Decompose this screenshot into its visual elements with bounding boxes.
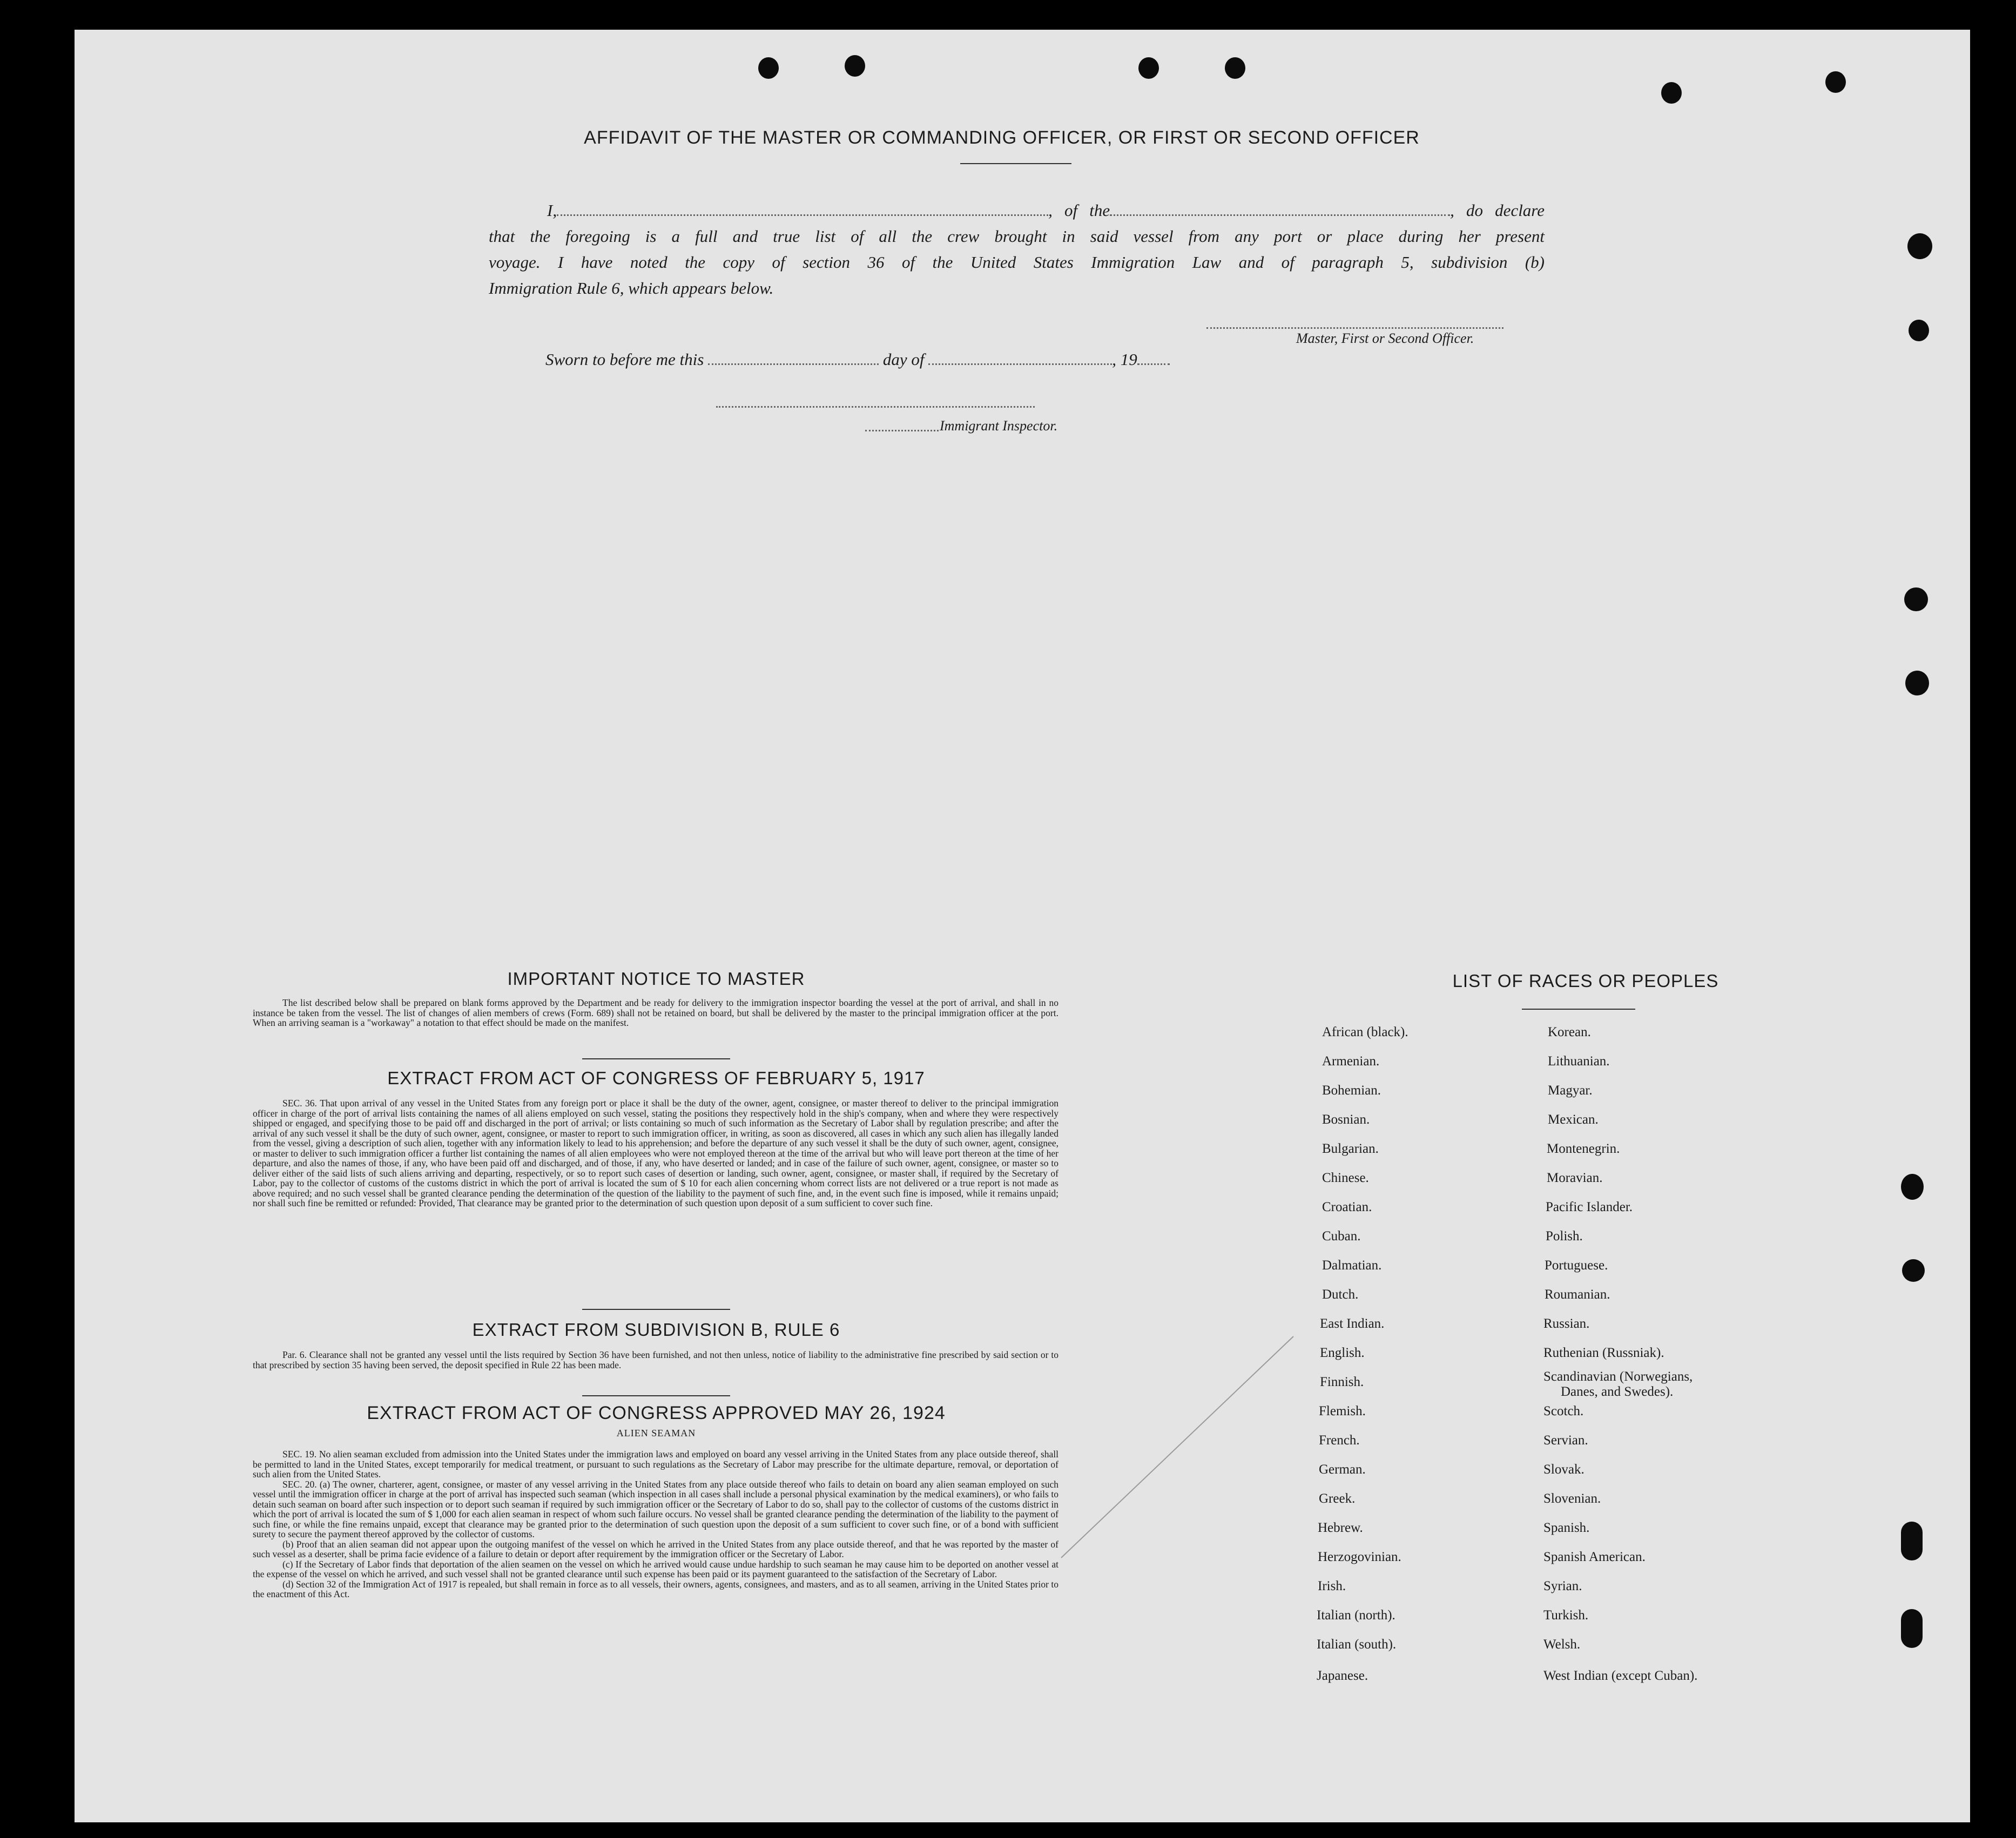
rule-6-title: EXTRACT FROM SUBDIVISION B, RULE 6 bbox=[472, 1320, 840, 1340]
races-title: LIST OF RACES OR PEOPLES bbox=[1452, 971, 1719, 991]
punch-hole bbox=[1901, 1174, 1924, 1200]
race-right-item: Pacific Islander. bbox=[1546, 1200, 1633, 1214]
notice-title: IMPORTANT NOTICE TO MASTER bbox=[507, 969, 805, 989]
race-left-item: Bulgarian. bbox=[1322, 1141, 1379, 1156]
extract-1917-text bbox=[253, 1098, 1058, 1208]
race-left-item: Bohemian. bbox=[1322, 1083, 1381, 1098]
sec-20b-paragraph: (b) Proof that an alien seaman did not appear upon the outgoing manifest of the vessel on which he arrived in the United States from any place outside thereof, and that he was reported by the master of such vessel as a deserter, shall be prima facie evidence of a failure to detain or deport after requirement by the immigration officer or the Secretary of Labor. bbox=[253, 1538, 1058, 1559]
punch-hole bbox=[1909, 320, 1929, 341]
race-left-item: Armenian. bbox=[1322, 1054, 1380, 1069]
punch-hole bbox=[1138, 57, 1159, 79]
punch-hole bbox=[758, 57, 779, 79]
race-right-item: Russian. bbox=[1543, 1316, 1590, 1331]
race-right-item-continued: Danes, and Swedes). bbox=[1561, 1384, 1674, 1399]
punch-hole bbox=[1905, 671, 1929, 695]
race-right-item: Polish. bbox=[1546, 1229, 1583, 1244]
punch-hole bbox=[1904, 587, 1928, 611]
race-left-item: African (black). bbox=[1322, 1025, 1408, 1039]
race-left-item: Dutch. bbox=[1322, 1287, 1359, 1302]
race-right-item: West Indian (except Cuban). bbox=[1543, 1668, 1698, 1683]
sworn-line bbox=[545, 350, 1170, 369]
extract-1924-text bbox=[253, 1449, 1058, 1599]
race-left-item: Flemish. bbox=[1319, 1404, 1366, 1418]
race-left-item: Hebrew. bbox=[1318, 1521, 1363, 1535]
race-right-item: Montenegrin. bbox=[1547, 1141, 1620, 1156]
race-right-item: Moravian. bbox=[1547, 1171, 1603, 1185]
race-right-item: Spanish. bbox=[1543, 1521, 1590, 1535]
alien-seaman-subtitle: ALIEN SEAMAN bbox=[616, 1428, 696, 1438]
divider bbox=[582, 1309, 730, 1310]
race-right-item: Scotch. bbox=[1543, 1404, 1584, 1418]
sec-20a-paragraph: SEC. 20. (a) The owner, charterer, agent, consignee, or master of any vessel arriving in the United States from any place outside thereof who fails to detain on board any alien seaman employed on such vessel until the immigration officer in charge at the port of arrival has inspected such seaman (which inspection in all cases shall include a personal physical examination by the medical examiners), or who fails to detain such seaman on board after such inspection or to deport such seaman if required by such immigration officer or the Secretary of Labor to do so, shall pay to the collector of customs of the customs district in which the port of arrival is located the sum of $ 1,000 for each alien seaman in respect of whom such failure occurs. No vessel shall be granted clearance pending the determination of the liability to the payment of such fine, or while the fine remains unpaid, except that clearance may be granted prior to the determination of such question upon the deposit of a sum sufficient to cover such fine, or of a bond with sufficient surety to secure the payment thereof approved by the collector of customs. bbox=[253, 1478, 1058, 1539]
affidavit-i-label: I, bbox=[547, 201, 557, 220]
race-left-item: English. bbox=[1320, 1346, 1365, 1360]
affidavit-line-2: that the foregoing is a full and true list of all the crew brought in said vessel from any port or place during her present bbox=[489, 227, 1545, 246]
affidavit-line-4: Immigration Rule 6, which appears below. bbox=[489, 279, 774, 298]
race-left-item: Croatian. bbox=[1322, 1200, 1372, 1214]
year-field[interactable] bbox=[1137, 363, 1170, 365]
race-left-item: Japanese. bbox=[1317, 1668, 1368, 1683]
punch-hole bbox=[1907, 233, 1932, 259]
race-left-item: Irish. bbox=[1318, 1579, 1346, 1593]
punch-hole bbox=[1901, 1522, 1923, 1560]
punch-hole bbox=[1825, 71, 1846, 93]
race-left-item: Herzogovinian. bbox=[1318, 1550, 1401, 1564]
race-right-item: Spanish American. bbox=[1543, 1550, 1646, 1564]
name-field[interactable] bbox=[557, 214, 1048, 216]
race-left-item: Bosnian. bbox=[1322, 1112, 1370, 1127]
diagonal-pen-stroke bbox=[1058, 1334, 1296, 1560]
race-left-item: German. bbox=[1319, 1462, 1366, 1477]
race-right-item: Magyar. bbox=[1548, 1083, 1593, 1098]
notice-text bbox=[253, 998, 1058, 1028]
race-right-item: Turkish. bbox=[1543, 1608, 1589, 1623]
race-left-item: French. bbox=[1319, 1433, 1360, 1448]
race-left-item: Cuban. bbox=[1322, 1229, 1361, 1244]
race-right-item: Slovenian. bbox=[1543, 1491, 1601, 1506]
notice-paragraph: The list described below shall be prepared on blank forms approved by the Department and be ready for delivery to the immigration inspector boarding the vessel at the port of arrival, and shall in no instance be taken from the vessel. The list of changes of alien members of crews (Form. 689) shall not be retained on board, but shall be delivered by the master to the principal immigration officer at the port. When an arriving seaman is a "workaway" a notation to that effect should be made on the manifest. bbox=[253, 997, 1058, 1028]
sec-19-paragraph: SEC. 19. No alien seaman excluded from admission into the United States under the immigration laws and employed on board any vessel arriving in the United States from any place outside thereof, shall be permitted to land in the United States, except temporarily for medical treatment, or pursuant to such regulations as the Secretary of Labor may prescribe for the ultimate departure, removal, or deportation of such alien from the United States. bbox=[253, 1449, 1058, 1479]
affidavit-declare-label: , do declare bbox=[1450, 201, 1545, 220]
race-right-item: Servian. bbox=[1543, 1433, 1588, 1448]
punch-hole bbox=[1661, 82, 1682, 104]
signature-label: Master, First or Second Officer. bbox=[1296, 330, 1474, 346]
race-right-item: Ruthenian (Russniak). bbox=[1543, 1346, 1664, 1360]
race-right-item: Scandinavian (Norwegians, bbox=[1543, 1369, 1693, 1384]
divider bbox=[1522, 1009, 1635, 1010]
sec-36-paragraph: SEC. 36. That upon arrival of any vessel in the United States from any foreign port or place it shall be the duty of the owner, agent, consignee, or master thereof to deliver to the principal immigration officer in charge of the port of arrival lists containing the names of all aliens employed on such vessel, stating the positions they respectively hold in the ship's company, when and where they were respectively shipped or engaged, and specifying those to be paid off and discharged in the port of arrival; or lists containing so much of such information as the Secretary of Labor shall by regulation prescribe; and after the arrival of any such vessel it shall be the duty of such owner, agent, consignee, or master to report to such immigration officer, in writing, as soon as discovered, all cases in which any such alien has illegally landed from the vessel, giving a description of such alien, together with any information likely to lead to his apprehension; and before the departure of any such vessel it shall be the duty of such owner, agent, consignee, or master to deliver to such immigration officer a further list containing the names of all alien employees who were not employed thereon at the time of the arrival but who will leave port thereon at the time of her departure, and also the names of those, if any, who have been paid off and discharged, and of those, if any, who have deserted or landed; and in case of the failure of such owner, agent, consignee, or master so to deliver either of the said lists of such aliens arriving and departing, respectively, or so to report such cases of desertion or landing, such owner, agent, consignee, or master shall, if required by the Secretary of Labor, pay to the collector of customs of the customs district in which the port of arrival is located the sum of $ 10 for each alien concerning whom correct lists are not delivered or a true report is not made as above required; and no such vessel shall be granted clearance pending the determination of the question of the liability to the payment of such fine, and, in the event such fine is imposed, while it remains unpaid; nor shall such fine be remitted or refunded: Provided, That clearance may be granted prior to the determination of such question upon deposit of a sum sufficient to cover such fine. bbox=[253, 1098, 1058, 1208]
punch-hole bbox=[1901, 1609, 1923, 1648]
sec-20d-paragraph: (d) Section 32 of the Immigration Act of 1917 is repealed, but shall remain in force as to all vessels, their owners, agents, consignees, and masters, and as to all seamen, arriving in the United States prior to the enactment of this Act. bbox=[253, 1578, 1058, 1599]
extract-1924-title: EXTRACT FROM ACT OF CONGRESS APPROVED MAY 26, 1924 bbox=[367, 1403, 946, 1423]
extract-1917-title: EXTRACT FROM ACT OF CONGRESS OF FEBRUARY 5, 1917 bbox=[387, 1068, 925, 1088]
year-label: , 19 bbox=[1112, 350, 1137, 369]
race-right-item: Syrian. bbox=[1543, 1579, 1582, 1593]
vessel-field[interactable] bbox=[1110, 214, 1450, 216]
race-left-item: Chinese. bbox=[1322, 1171, 1369, 1185]
signature-field[interactable] bbox=[1206, 327, 1503, 329]
month-field[interactable] bbox=[928, 363, 1112, 365]
race-left-item: Greek. bbox=[1319, 1491, 1356, 1506]
race-right-item: Portuguese. bbox=[1545, 1258, 1608, 1273]
affidavit-title: AFFIDAVIT OF THE MASTER OR COMMANDING OFFICER, OR FIRST OR SECOND OFFICER bbox=[584, 127, 1420, 148]
rule-6-text bbox=[253, 1350, 1058, 1370]
day-of-label: day of bbox=[882, 350, 925, 369]
race-right-item: Mexican. bbox=[1548, 1112, 1599, 1127]
race-left-item: Italian (north). bbox=[1317, 1608, 1395, 1623]
punch-hole bbox=[1225, 57, 1245, 79]
divider bbox=[960, 163, 1071, 164]
race-right-item: Lithuanian. bbox=[1548, 1054, 1610, 1069]
inspector-label: Immigrant Inspector. bbox=[940, 418, 1058, 434]
race-right-item: Welsh. bbox=[1543, 1637, 1581, 1652]
punch-hole bbox=[845, 55, 865, 77]
par-6-paragraph: Par. 6. Clearance shall not be granted any vessel until the lists required by Section 36 have been furnished, and not then unless, notice of liability to the administrative fine prescribed by said section or to that prescribed by section 35 having been served, the deposit specified in Rule 22 has been made. bbox=[253, 1349, 1058, 1370]
affidavit-of-the-label: , of the bbox=[1048, 201, 1110, 220]
race-left-item: Italian (south). bbox=[1317, 1637, 1397, 1652]
inspector-dots bbox=[865, 430, 939, 431]
race-left-item: Finnish. bbox=[1320, 1375, 1364, 1389]
race-right-item: Slovak. bbox=[1543, 1462, 1585, 1477]
race-right-item: Korean. bbox=[1548, 1025, 1591, 1039]
sworn-label: Sworn to before me this bbox=[545, 350, 704, 369]
sec-20c-paragraph: (c) If the Secretary of Labor finds that deportation of the alien seamen on the vessel on which he arrived would cause undue hardship to such seaman he may cause him to be deported on another vessel at the expense of the vessel on which he arrived, and such vessel shall not be granted clearance until such expense has been paid or its payment guaranteed to the satisfaction of the Secretary of Labor. bbox=[253, 1558, 1058, 1579]
race-left-item: East Indian. bbox=[1320, 1316, 1385, 1331]
affidavit-line-3: voyage. I have noted the copy of section 36 of the United States Immigration Law and of paragraph 5, subdivision (b) bbox=[489, 253, 1545, 272]
divider bbox=[582, 1058, 730, 1059]
race-left-item: Dalmatian. bbox=[1322, 1258, 1382, 1273]
inspector-signature-field[interactable] bbox=[716, 406, 1035, 408]
day-field[interactable] bbox=[708, 363, 879, 365]
race-right-item: Roumanian. bbox=[1545, 1287, 1610, 1302]
affidavit-declaration-line bbox=[489, 198, 1545, 224]
punch-hole bbox=[1902, 1259, 1925, 1282]
divider bbox=[582, 1395, 730, 1396]
